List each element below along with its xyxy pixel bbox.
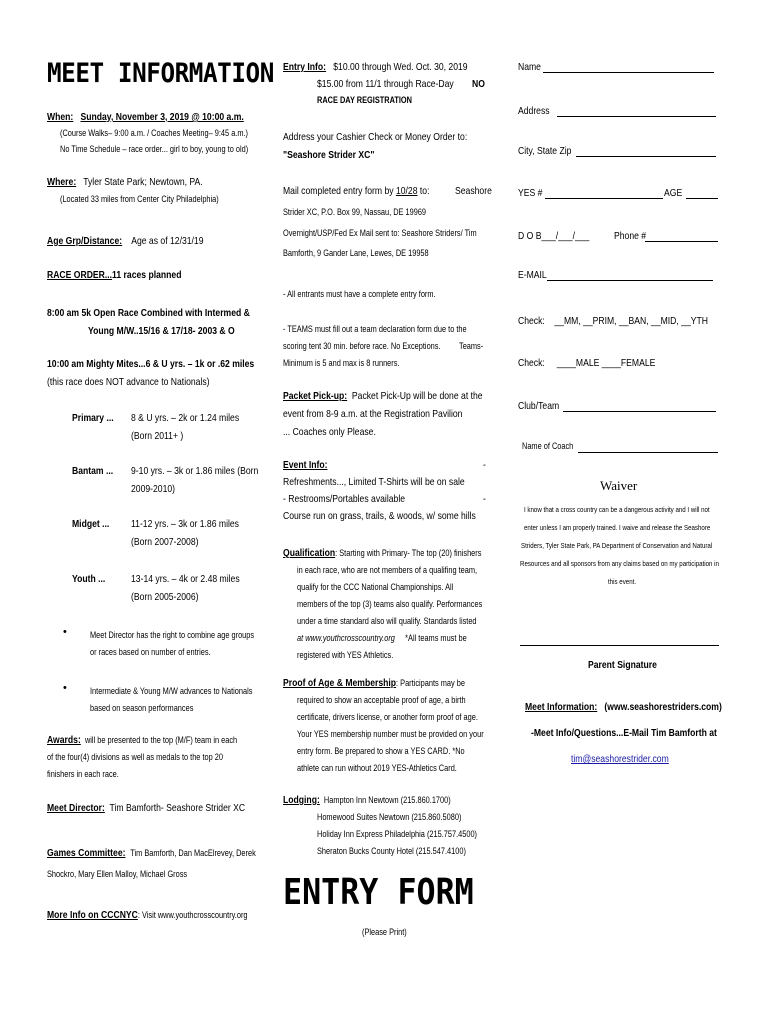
when-sub1: (Course Walks– 9:00 a.m. / Coaches Meeting– 9:45 a.m.) xyxy=(60,128,249,138)
when-sub2: No Time Schedule – race order... girl to boy, young to old) xyxy=(60,144,249,154)
where-value: Tyler State Park; Newtown, PA. xyxy=(83,176,203,188)
where-row xyxy=(47,173,203,191)
midget-line1: 11-12 yrs. – 3k or 1.86 miles xyxy=(131,518,239,530)
midget-label: Midget ... xyxy=(72,518,110,530)
bullet2-line2: based on season performances xyxy=(90,703,194,713)
waiver-line4: Resources and all sponsors from any claims based on my participation in xyxy=(520,559,719,568)
when-row xyxy=(47,108,244,126)
meet-information-heading: MEET INFORMATION xyxy=(47,58,274,89)
age-row xyxy=(47,232,204,250)
event-dash2: - xyxy=(483,493,486,505)
teams-line2b: Teams- xyxy=(459,341,484,351)
awards-line1: will be presented to the top (M/F) team in each xyxy=(84,735,238,745)
meet-info-value: (www.seashorestriders.com) xyxy=(604,701,722,713)
bullet2-line1: Intermediate & Young M/W advances to Nationals xyxy=(90,686,253,696)
director-label: Meet Director: xyxy=(47,802,105,814)
city-field[interactable] xyxy=(576,156,716,157)
coach-field[interactable] xyxy=(578,452,718,453)
gender-check-label: Check: xyxy=(518,357,545,369)
qualification-line5: under a time standard also will qualify. Standards listed xyxy=(297,616,477,626)
coach-field-label: Name of Coach xyxy=(522,441,574,451)
waiver-line1: I know that a cross country can be a dangerous activity and I will not xyxy=(524,505,710,514)
proof-row xyxy=(283,675,465,692)
primary-line2: (Born 2011+ ) xyxy=(131,430,184,442)
meet-info-row xyxy=(525,698,722,716)
lodging-line3: Holiday Inn Express Philadelphia (215.757.4500) xyxy=(317,829,478,839)
proof-line4: Your YES membership number must be provided on your xyxy=(297,729,484,739)
club-field-label: Club/Team xyxy=(518,400,560,412)
where-sub: (Located 33 miles from Center City Philadelphia) xyxy=(60,194,219,204)
youth-label: Youth ... xyxy=(72,573,106,585)
email-field-label: E-MAIL xyxy=(518,269,547,281)
bullet1-line2: or races based on number of entries. xyxy=(90,647,211,657)
entry-info-line2: $15.00 from 11/1 through Race-Day xyxy=(317,78,454,90)
name-field[interactable] xyxy=(543,72,714,73)
bantam-line1: 9-10 yrs. – 3k or 1.86 miles (Born xyxy=(131,465,259,477)
lodging-line1: Hampton Inn Newtown (215.860.1700) xyxy=(323,795,451,805)
bullet1-line1: Meet Director has the right to combine age groups xyxy=(90,630,255,640)
mail-line2: Strider XC, P.O. Box 99, Nassau, DE 19969 xyxy=(283,207,427,217)
awards-row xyxy=(47,732,237,749)
qualification-line4: members of the top (3) teams also qualify. Performances xyxy=(297,599,483,609)
awards-line2: of the four(4) divisions as well as medals to the top 20 xyxy=(47,752,223,762)
youth-line2: (Born 2005-2006) xyxy=(131,591,199,603)
address-field[interactable] xyxy=(557,116,716,117)
address-field-label: Address xyxy=(518,105,550,117)
entry-info-no: NO xyxy=(472,78,485,90)
primary-label: Primary ... xyxy=(72,412,114,424)
packet-row xyxy=(283,387,483,405)
division-check-label: Check: xyxy=(518,315,545,327)
qualification-row xyxy=(283,545,481,562)
when-value: Sunday, November 3, 2019 @ 10:00 a.m. xyxy=(80,111,244,123)
race2-line1: 10:00 am Mighty Mites...6 & U yrs. – 1k or .62 miles xyxy=(47,358,255,370)
age-value: Age as of 12/31/19 xyxy=(131,235,204,247)
bantam-label: Bantam ... xyxy=(72,465,114,477)
age-field-label: AGE xyxy=(664,187,683,199)
event-line3: Course run on grass, trails, & woods, w/ some hills xyxy=(283,510,476,522)
yes-field-label: YES # xyxy=(518,187,543,199)
mail-row xyxy=(283,182,429,200)
phone-field-label: Phone # xyxy=(614,230,647,242)
packet-line1: Packet Pick-Up will be done at the xyxy=(351,390,483,402)
mail-seashore: Seashore xyxy=(455,185,492,197)
event-dash1: - xyxy=(483,459,486,471)
proof-label: Proof of Age & Membership xyxy=(283,677,397,689)
more-info-row xyxy=(47,906,248,924)
packet-label: Packet Pick-up: xyxy=(283,390,348,402)
youthxc-link[interactable]: at www.youthcrosscountry.org xyxy=(297,633,395,643)
club-field[interactable] xyxy=(563,411,716,412)
director-value: Tim Bamforth- Seashore Strider XC xyxy=(109,802,246,814)
race-order-value: 11 races planned xyxy=(112,269,182,281)
qualification-line3: qualify for the CCC National Championships. All xyxy=(297,582,454,592)
entry-form-sub: (Please Print) xyxy=(362,927,407,937)
games-line2: Shockro, Mary Ellen Malloy, Michael Gross xyxy=(47,869,188,879)
qualification-line7: registered with YES Athletics. xyxy=(297,650,394,660)
age-field[interactable] xyxy=(686,198,718,199)
lodging-line2: Homewood Suites Newtown (215.860.5080) xyxy=(317,812,462,822)
yes-field[interactable] xyxy=(545,198,663,199)
race-order-row xyxy=(47,266,181,284)
teams-line1: - TEAMS must fill out a team declaration form due to the xyxy=(283,324,467,334)
games-label: Games Committee: xyxy=(47,847,126,859)
teams-line3: Minimum is 5 and max is 8 runners. xyxy=(283,358,400,368)
overnight-line2: Bamforth, 9 Gander Lane, Lewes, DE 19958 xyxy=(283,248,429,258)
packet-line3: ... Coaches only Please. xyxy=(283,426,376,438)
awards-line3: finishers in each race. xyxy=(47,769,119,779)
proof-line2: required to show an acceptable proof of age, a birth xyxy=(297,695,466,705)
director-row xyxy=(47,799,245,817)
more-info-value: : Visit www.youthcrosscountry.org xyxy=(137,910,248,920)
where-label: Where: xyxy=(47,176,77,188)
entry-form-heading: ENTRY FORM xyxy=(283,872,474,913)
address-line2: "Seashore Strider XC" xyxy=(283,149,375,161)
waiver-title: Waiver xyxy=(600,478,638,493)
event-label: Event Info: xyxy=(283,459,328,471)
entrants-note: - All entrants must have a complete entry form. xyxy=(283,289,436,299)
race-order-label: RACE ORDER... xyxy=(47,269,113,281)
when-label: When: xyxy=(47,111,74,123)
division-check-row[interactable] xyxy=(518,312,708,330)
city-field-label: City, State Zip xyxy=(518,145,572,157)
parent-signature-label: Parent Signature xyxy=(588,659,657,671)
email-link[interactable]: tim@seashorestrider.com xyxy=(571,753,669,765)
bantam-line2: 2009-2010) xyxy=(131,483,176,495)
qualification-line1: : Starting with Primary- The top (20) finishers xyxy=(335,548,482,558)
lodging-line4: Sheraton Bucks County Hotel (215.547.4100) xyxy=(317,846,466,856)
race1-line2: Young M/W..15/16 & 17/18- 2003 & O xyxy=(88,325,235,337)
age-label: Age Grp/Distance: xyxy=(47,235,123,247)
youth-line1: 13-14 yrs. – 4k or 2.48 miles xyxy=(131,573,240,585)
awards-label: Awards: xyxy=(47,734,81,746)
event-line1: Refreshments..., Limited T-Shirts will be on sale xyxy=(283,476,465,488)
name-field-label: Name xyxy=(518,61,541,73)
bullet-icon: • xyxy=(63,626,67,638)
qualification-line6b: *All teams must be xyxy=(405,633,467,643)
bullet-icon: • xyxy=(63,682,67,694)
mail-date: 10/28 xyxy=(395,185,418,197)
entry-info-label: Entry Info: xyxy=(283,61,327,73)
primary-line1: 8 & U yrs. – 2k or 1.24 miles xyxy=(131,412,240,424)
proof-line6: athlete can run without 2019 YES-Athletics Card. xyxy=(297,763,457,773)
gender-check-row[interactable] xyxy=(518,354,655,372)
entry-info-line3: RACE DAY REGISTRATION xyxy=(317,95,413,105)
games-line1: Tim Bamforth, Dan MacElrevey, Derek xyxy=(130,848,256,858)
midget-line2: (Born 2007-2008) xyxy=(131,536,199,548)
lodging-label: Lodging: xyxy=(283,794,320,806)
packet-line2: event from 8-9 a.m. at the Registration Pavilion xyxy=(283,408,463,420)
proof-line5: entry form. Be prepared to show a YES CARD. *No xyxy=(297,746,465,756)
questions-line: -Meet Info/Questions...E-Mail Tim Bamforth at xyxy=(531,727,717,739)
qualification-label: Qualification xyxy=(283,547,336,559)
gender-check-options[interactable]: ____MALE ____FEMALE xyxy=(556,357,656,369)
race1-line1: 8:00 am 5k Open Race Combined with Intermed & xyxy=(47,307,250,319)
division-check-options[interactable]: __MM, __PRIM, __BAN, __MID, __YTH xyxy=(554,315,708,327)
mail-to: to: xyxy=(419,185,430,197)
more-info-label: More Info on CCCNYC xyxy=(47,909,138,921)
qualification-line2: in each race, who are not members of a qualifing team, xyxy=(297,565,478,575)
meet-info-label: Meet Information: xyxy=(525,701,598,713)
teams-line2: scoring tent 30 min. before race. No Exceptions. xyxy=(283,341,441,351)
event-line2: - Restrooms/Portables available xyxy=(283,493,406,505)
dob-field[interactable]: D O B___/___/___ xyxy=(518,230,590,242)
address-line1: Address your Cashier Check or Money Order to: xyxy=(283,131,468,143)
mail-text: Mail completed entry form by xyxy=(283,185,394,197)
lodging-row xyxy=(283,792,451,809)
phone-field[interactable] xyxy=(645,241,718,242)
waiver-line5: this event. xyxy=(608,577,637,586)
entry-info-row xyxy=(283,58,468,76)
qualification-line6 xyxy=(297,630,467,647)
proof-line3: certificate, drivers license, or another form proof of age. xyxy=(297,712,478,722)
email-field[interactable] xyxy=(547,280,713,281)
proof-line1: : Participants may be xyxy=(396,678,465,688)
entry-info-line1: $10.00 through Wed. Oct. 30, 2019 xyxy=(333,61,468,73)
waiver-line3: Striders, Tyler State Park, PA Department of Conservation and Natural xyxy=(521,541,713,550)
overnight-line1: Overnight/USP/Fed Ex Mail sent to: Seashore Striders/ Tim xyxy=(283,228,477,238)
race2-line2: (this race does NOT advance to Nationals) xyxy=(47,376,210,388)
games-row xyxy=(47,844,256,862)
waiver-line2: enter unless I am properly trained. I waive and release the Seashore xyxy=(524,523,711,532)
parent-signature-line[interactable] xyxy=(520,645,719,646)
